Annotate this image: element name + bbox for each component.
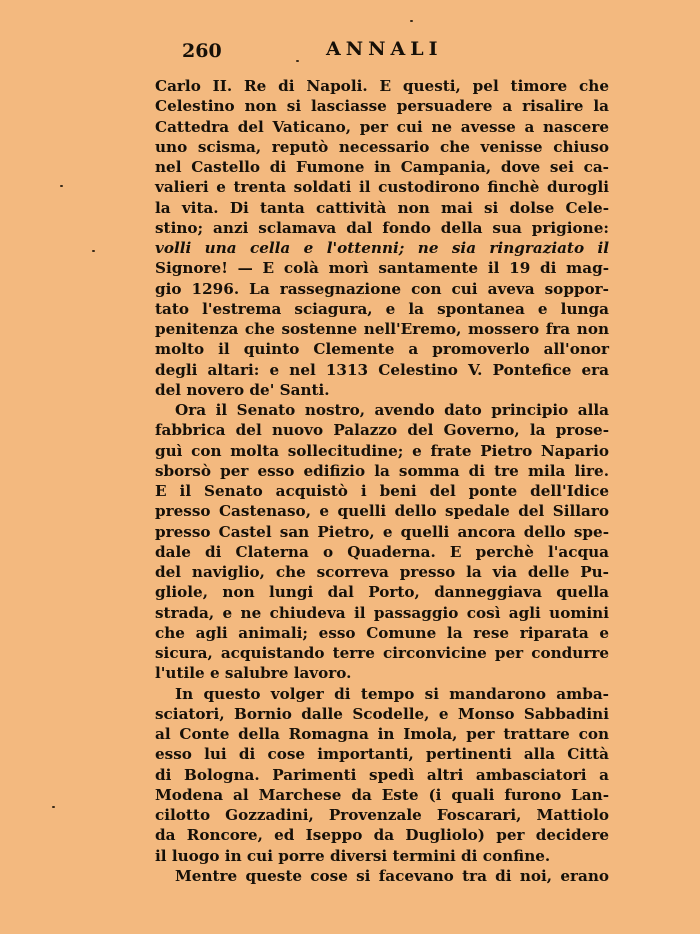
text-line: penitenza che sostenne nell'Eremo, mossero fra non [155,320,609,338]
text-line: presso Castel san Pietro, e quelli ancora dello spe- [155,522,609,541]
text-line: di Bologna. Parimenti spedì altri ambasciatori a [155,765,609,784]
running-title: ANNALI [326,38,443,60]
print-speck [52,806,55,808]
text-line: degli altari: e nel 1313 Celestino V. Pontefice era [155,360,609,379]
text-line: Celestino non si lasciasse persuadere a risalire la [155,97,609,116]
text-line: presso Castenaso, e quelli dello spedale del Sillaro [155,502,609,521]
text-line: esso lui di cose importanti, pertinenti alla Città [155,745,609,764]
text-line: sborsò per esso edifizio la somma di tre mila lire. [155,461,609,480]
text-line: Mentre queste cose si facevano tra di noi, erano [175,866,609,885]
text-line: stino; anzi sclamava dal fondo della sua prigione: [155,218,609,237]
text-line: molto il quinto Clemente a promoverlo all'onor [155,340,609,359]
print-speck [296,60,299,62]
text-line: la vita. Di tanta cattività non mai si dolse Cele- [155,198,609,217]
print-speck [92,250,95,252]
body-text [155,76,609,886]
text-line: fabbrica del nuovo Palazzo del Governo, la prose- [155,421,609,440]
text-line: tato l'estrema sciagura, e la spontanea e lunga [155,299,609,318]
page-number: 260 [182,40,222,62]
text-line: Modena al Marchese da Este (i quali furono Lan- [155,785,609,804]
print-speck [60,185,63,187]
text-line: il luogo in cui porre diversi termini di confine. [155,846,551,865]
text-line: del novero de' Santi. [155,380,330,399]
text-line: cilotto Gozzadini, Provenzale Foscarari, Mattiolo [155,806,609,824]
text-line: uno scisma, reputò necessario che venisse chiuso [155,137,609,156]
text-line: Carlo II. Re di Napoli. E questi, pel timore che [155,77,609,95]
text-line: Ora il Senato nostro, avendo dato principio alla [175,401,609,419]
page-header [150,38,610,68]
text-line: guì con molta sollecitudine; e frate Pietro Napario [155,441,609,460]
text-line: l'utile e salubre lavoro. [155,664,352,683]
text-line: In questo volger di tempo si mandarono amba- [175,684,609,703]
text-line: da Roncore, ed Iseppo da Dugliolo) per decidere [155,826,609,845]
text-line: Signore! — E colà morì santamente il 19 di mag- [155,259,609,278]
text-line: Cattedra del Vaticano, per cui ne avesse a nascere [155,117,609,136]
text-line: strada, e ne chiudeva il passaggio così agli uomini [155,603,609,622]
text-line: valieri e trenta soldati il custodirono finchè durogli [155,178,609,197]
text-line: nel Castello di Fumone in Campania, dove sei ca- [155,158,609,176]
text-line: gliole, non lungi dal Porto, danneggiava quella [155,583,609,602]
text-line: che agli animali; esso Comune la rese riparata e [155,623,609,642]
text-line: E il Senato acquistò i beni del ponte dell'Idice [155,482,609,500]
print-speck [410,20,413,22]
text-line: dale di Claterna o Quaderna. E perchè l'acqua [155,542,609,561]
text-line: volli una cella e l'ottenni; ne sia ringraziato il [155,239,609,257]
text-line: sicura, acquistando terre circonvicine per condurre [155,644,609,662]
text-line: al Conte della Romagna in Imola, per trattare con [155,725,609,743]
text-line: sciatori, Bornio dalle Scodelle, e Monso Sabbadini [155,704,609,723]
text-line: gio 1296. La rassegnazione con cui aveva soppor- [155,279,609,298]
text-line: del naviglio, che scorreva presso la via delle Pu- [155,563,609,581]
